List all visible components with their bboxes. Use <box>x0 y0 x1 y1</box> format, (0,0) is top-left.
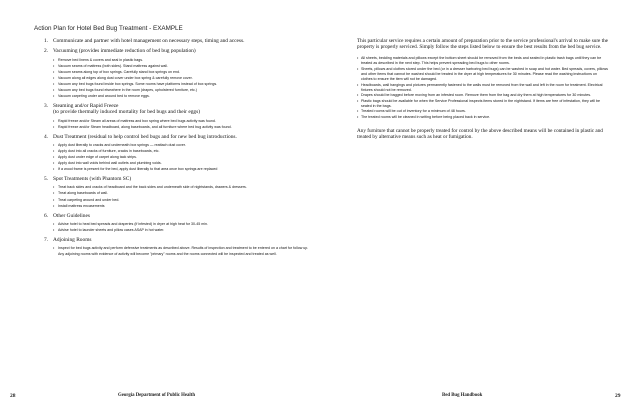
list-item: • Remove bed linens & covers and seal in plastic bags. <box>53 57 314 63</box>
section-heading <box>44 48 314 54</box>
bullet-list <box>53 57 314 99</box>
intro-paragraph: This particular service requires a certain amount of preparation prior to the service professional's arrival to make sure the property is properly serviced. Simply follow the steps listed below to ensure the best results from the bed bug service. <box>357 38 608 51</box>
list-item: • Vacuum any bed bugs found elsewhere in the room (drapes, upholstered furniture, etc.) <box>53 87 314 93</box>
list-item: • Apply dust under edge of carpet along tack strips. <box>53 154 314 160</box>
list-item: • Treat carpeting around and under bed. <box>53 197 314 203</box>
section-number: 1. <box>44 38 49 44</box>
list-item: • Vacuum along all edges along dust cover under box spring & carefully remove cover. <box>53 75 314 81</box>
list-item: • Treat along baseboards of wall. <box>53 190 314 196</box>
list-item: • Apply dust into wall voids behind wall outlets and plumbing voids. <box>53 160 314 166</box>
section-heading <box>44 103 314 116</box>
section-heading <box>44 237 314 243</box>
section-title-wrap <box>53 38 314 44</box>
section-number: 6. <box>44 212 49 219</box>
list-item: • Vacuum seams of mattress (both sides). Stand mattress against wall. <box>53 63 314 69</box>
section-title: Dust Treatment (residual to help control bed bugs and for new bed bug introductions. <box>53 133 237 140</box>
section-subtitle: (to provide thermally induced mortality for bed bugs and their eggs) <box>53 109 201 116</box>
closing-paragraph: Any furniture that cannot be properly treated for control by the above described means will be contained in plastic and treated by alternative means such as heat or fumigation. <box>357 127 603 141</box>
list-item: • Headboards, wall hangings and pictures permanently fastened to the walls must be removed from the wall and left in the room for treatment. Electrical fixtures should not be removed. <box>357 83 609 93</box>
list-item: • Vacuum seams along top of box springs. Carefully stand box springs on end. <box>53 69 314 75</box>
section-title-wrap <box>53 103 314 116</box>
section-number: 7. <box>44 237 49 244</box>
section-number: 4. <box>44 133 49 140</box>
section-title-wrap <box>53 48 314 54</box>
bullet-list <box>53 118 314 130</box>
list-item: • Vacuum carpeting under and around bed to remove eggs. <box>53 93 314 99</box>
list-item: • Treat back sides and cracks of headboard and the back sides and underneath side of nightstands, drawers & dressers. <box>53 184 314 190</box>
list-item: • Plastic bags should be available for when the Service Professional inspects items stored in the nightstand. If items are free of infestation, they will be sealed in the bags. <box>357 99 609 109</box>
list-item: • Advise hotel to heat bed spreads and draperies (if infested) in dryer at high heat for 30-45 min. <box>53 221 314 227</box>
section-title: Communicate and partner with hotel management on necessary steps, timing and access. <box>53 38 245 44</box>
bullet-list <box>53 245 314 257</box>
section-title-wrap <box>53 213 314 219</box>
section-number: 5. <box>44 176 49 183</box>
list-item: • Install mattress encasements <box>53 203 314 209</box>
section-title: Vacuuming (provides immediate reduction of bed bug population) <box>53 48 196 55</box>
footer-publisher: Georgia Department of Public Health <box>118 393 196 398</box>
page-title: Action Plan for Hotel Bed Bug Treatment - EXAMPLE <box>34 25 183 32</box>
section-title: Steaming and/or Rapid Freeze <box>53 102 119 109</box>
list-item: • Apply dust liberally to cracks and underneath box springs — reattach dust cover. <box>53 142 314 148</box>
section-title: Other Guidelines <box>53 212 90 219</box>
bullet-list <box>53 142 314 172</box>
right-page <box>319 0 638 413</box>
footer-handbook-title: Bed Bug Handbook <box>442 393 483 398</box>
bullet-list <box>53 221 314 233</box>
section-heading <box>44 213 314 219</box>
list-item: • Inspect for bed bugs activity and perform defensive treatments as described above. Results of inspection and treatment to be entered on a chart for follow up. Any adjoining rooms with evidence of activity will become "primary" rooms and the rooms connected will be inspected and treated as well. <box>53 245 314 257</box>
section-heading <box>44 134 314 140</box>
section-heading <box>44 38 314 44</box>
section-heading <box>44 176 314 182</box>
list-item: • If a wood frame is present for the bed, apply dust liberally to that area once box springs are replaced <box>53 166 314 172</box>
list-item: • Advise hotel to launder sheets and pillow cases ASAP in hot water. <box>53 227 314 233</box>
preparation-list <box>357 56 609 120</box>
list-item: • Treated rooms will be out of inventory for a minimum of 48 hours. <box>357 109 609 114</box>
bullet-list <box>53 184 314 208</box>
section-title-wrap <box>53 176 314 182</box>
list-item: • Sheets, pillows and clothes stored under the bed (or in a dresser harboring bed bugs) can be washed in soap and hot water. Bed spreads, covers, pillows and other items that cannot be washed should be treated in the dryer at high temperatures for 30 minutes. Please read the washing instructions on clothes to ensure the item will not be damaged. <box>357 67 609 82</box>
list-item: • Drapes should be bagged before moving from an infested room. Remove them from the bag and dry them at high temperatures for 30 minutes. <box>357 93 609 98</box>
section-title-wrap <box>53 237 314 243</box>
list-item: • Rapid freeze and/or Steam all areas of mattress and box spring where bed bugs activity was found. <box>53 118 314 124</box>
section-title: Adjoining Rooms <box>53 237 92 244</box>
section-title: Spot Treatments (with Phantom SC) <box>53 176 132 183</box>
preparation-text <box>357 38 609 146</box>
list-item: • Rapid freeze and/or Steam headboard, along baseboards, and all furniture where bed bug activity was found. <box>53 124 314 130</box>
page-number-left: 28 <box>10 393 16 399</box>
section-number: 3. <box>44 102 49 109</box>
list-item: • Vacuum any bed bugs found inside box springs. Some rooms have platforms instead of box springs. <box>53 81 314 87</box>
list-item: • Apply dust into all cracks of furniture, cracks in baseboards, etc. <box>53 148 314 154</box>
page-number-right: 29 <box>615 393 621 399</box>
section-number: 2. <box>44 48 49 55</box>
list-item: • All sheets, bedding materials and pillows except the bottom sheet should be removed from the beds and sealed in plastic trash bags until they can be treated as described in the next step. This helps prevent spreading bed bugs to other rooms. <box>357 56 609 66</box>
action-plan-sections <box>44 38 314 261</box>
section-title-wrap <box>53 134 314 140</box>
list-item: • The treated rooms will be cleaned in writing before being placed back in service. <box>357 115 609 120</box>
